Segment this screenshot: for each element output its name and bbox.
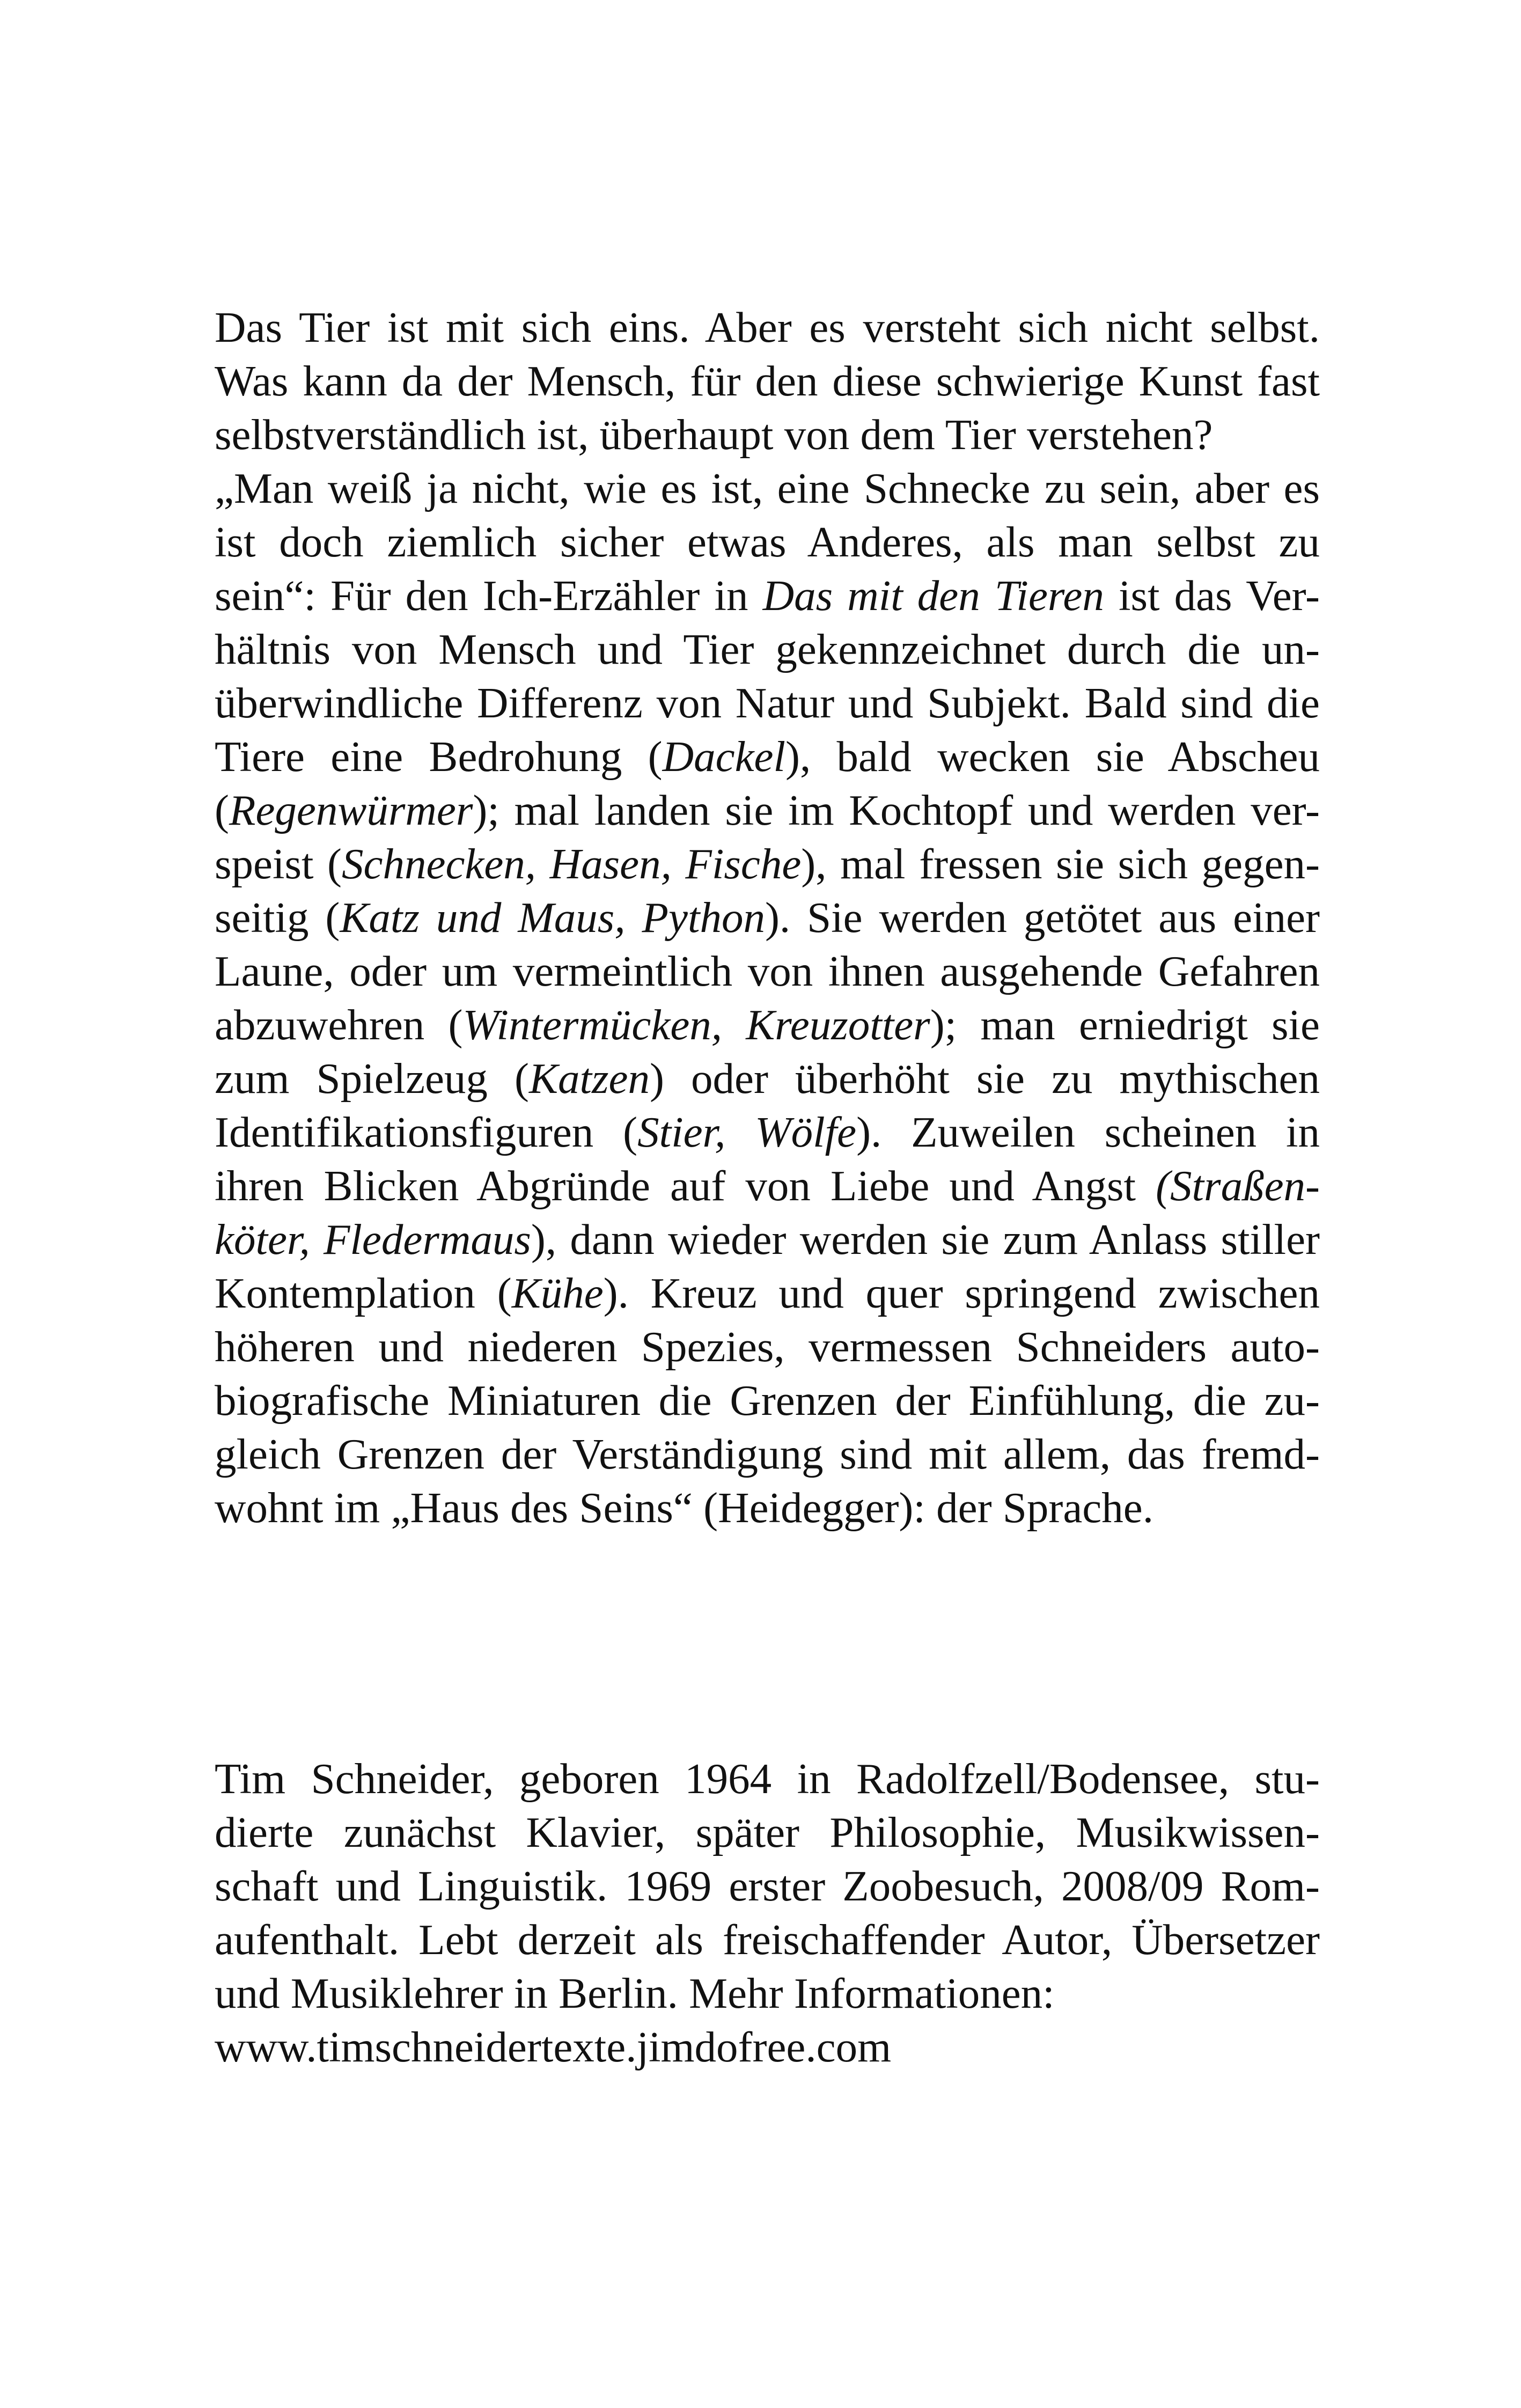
text-line: wohnt im „Haus des Seins“ (Heidegger): der Sprache. — [215, 1484, 1153, 1532]
text-line: überwindliche Differenz von Natur und Subjekt. Bald sind die — [215, 679, 1320, 727]
italic-title: Katzen — [528, 1054, 650, 1103]
italic-title: Katz und Maus, Python — [340, 893, 765, 942]
text-line: köter, Fledermaus), dann wieder werden sie zum Anlass stiller — [215, 1215, 1320, 1264]
text-line: ist doch ziemlich sicher etwas Anderes, als man selbst zu — [215, 518, 1320, 566]
italic-title: Dackel — [662, 732, 785, 781]
italic-title: köter, Fledermaus — [215, 1215, 531, 1264]
italic-title: Stier, Wölfe — [637, 1108, 857, 1156]
text-line: dierte zunächst Klavier, später Philosophie, Musikwissen- — [215, 1808, 1320, 1856]
text-line: www.timschneidertexte.jimdofree.com — [215, 2023, 892, 2071]
italic-title: Kühe — [511, 1269, 604, 1317]
author-bio-paragraph — [215, 1752, 1320, 2074]
text-line: Identifikationsfiguren (Stier, Wölfe). Zuweilen scheinen in — [215, 1108, 1320, 1156]
italic-title: (Straßen- — [1156, 1162, 1320, 1210]
text-line: aufenthalt. Lebt derzeit als freischaffender Autor, Übersetzer — [215, 1915, 1320, 1964]
text-line: hältnis von Mensch und Tier gekennzeichnet durch die un- — [215, 625, 1320, 673]
text-line: Tiere eine Bedrohung (Dackel), bald wecken sie Abscheu — [215, 732, 1320, 781]
text-line: seitig (Katz und Maus, Python). Sie werden getötet aus einer — [215, 893, 1320, 942]
text-line: ihren Blicken Abgründe auf von Liebe und Angst (Straßen- — [215, 1162, 1320, 1210]
italic-title: Schnecken, Hasen, Fische — [342, 840, 802, 888]
text-line: Laune, oder um vermeintlich von ihnen ausgehende Gefahren — [215, 947, 1320, 995]
blurb-paragraph — [215, 300, 1320, 1535]
text-line: abzuwehren (Wintermücken, Kreuzotter); man erniedrigt sie — [215, 1001, 1320, 1049]
italic-title: Regenwürmer — [229, 786, 473, 834]
text-line: Das Tier ist mit sich eins. Aber es versteht sich nicht selbst. — [215, 303, 1320, 351]
text-line: „Man weiß ja nicht, wie es ist, eine Schnecke zu sein, aber es — [215, 464, 1320, 512]
text-line: Tim Schneider, geboren 1964 in Radolfzell/Bodensee, stu- — [215, 1754, 1320, 1803]
text-line: gleich Grenzen der Verständigung sind mit allem, das fremd- — [215, 1430, 1320, 1478]
text-line: höheren und niederen Spezies, vermessen Schneiders auto- — [215, 1323, 1320, 1371]
italic-title: Das mit den Tieren — [762, 571, 1104, 620]
text-line: speist (Schnecken, Hasen, Fische), mal fressen sie sich gegen- — [215, 840, 1320, 888]
text-line: selbstverständlich ist, überhaupt von dem Tier verstehen? — [215, 410, 1213, 459]
text-line: biografische Miniaturen die Grenzen der Einfühlung, die zu- — [215, 1376, 1320, 1425]
italic-title: Wintermücken, Kreuzotter — [462, 1001, 930, 1049]
text-line: Kontemplation (Kühe). Kreuz und quer springend zwischen — [215, 1269, 1320, 1317]
text-line: (Regenwürmer); mal landen sie im Kochtopf und werden ver- — [215, 786, 1320, 834]
text-line: schaft und Linguistik. 1969 erster Zoobesuch, 2008/09 Rom- — [215, 1862, 1320, 1910]
text-line: Was kann da der Mensch, für den diese schwierige Kunst fast — [215, 357, 1320, 405]
text-line: und Musiklehrer in Berlin. Mehr Informationen: — [215, 1969, 1055, 2017]
text-line: sein“: Für den Ich-Erzähler in Das mit den Tieren ist das Ver- — [215, 571, 1320, 620]
text-line: zum Spielzeug (Katzen) oder überhöht sie zu mythischen — [215, 1054, 1320, 1103]
